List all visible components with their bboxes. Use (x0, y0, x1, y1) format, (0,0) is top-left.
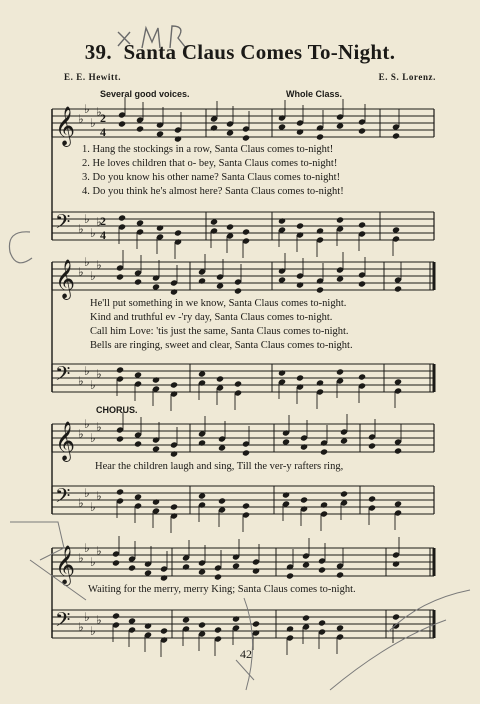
flat-sign-icon: ♭ (78, 427, 84, 441)
flat-sign-icon: ♭ (78, 222, 84, 236)
verse-line: 1. Hang the stockings in a row, Santa Claus comes to-night! (82, 144, 334, 155)
flat-sign-icon: ♭ (90, 431, 96, 445)
verse-block-2 (90, 297, 353, 353)
flat-sign-icon: ♭ (90, 116, 96, 130)
treble-clef-icon: 𝄞 (55, 106, 76, 146)
flat-sign-icon: ♭ (90, 226, 96, 240)
flat-sign-icon: ♭ (96, 613, 102, 627)
flat-sign-icon: ♭ (84, 364, 90, 378)
flat-sign-icon: ♭ (84, 610, 90, 624)
flat-sign-icon: ♭ (96, 105, 102, 119)
flat-sign-icon: ♭ (90, 378, 96, 392)
flat-sign-icon: ♭ (96, 544, 102, 558)
flat-sign-icon: ♭ (90, 500, 96, 514)
flat-sign-icon: ♭ (90, 269, 96, 283)
flat-sign-icon: ♭ (96, 215, 102, 229)
flat-sign-icon: ♭ (78, 496, 84, 510)
flat-sign-icon: ♭ (78, 112, 84, 126)
verse-line: He'll put something in we know, Santa Claus comes to-night. (90, 298, 347, 309)
verse-line: Bells are ringing, sweet and clear, Santa Claus comes to-night. (90, 340, 353, 351)
hymn-title (0, 40, 480, 65)
flat-sign-icon: ♭ (78, 374, 84, 388)
direction-whole-class: Whole Class. (286, 89, 343, 99)
bass-clef-icon: 𝄢 (55, 608, 71, 636)
composer-credit: E. S. Lorenz. (378, 72, 436, 82)
direction-several-voices: Several good voices. (100, 89, 190, 99)
flat-sign-icon: ♭ (78, 551, 84, 565)
flat-sign-icon: ♭ (96, 367, 102, 381)
treble-clef-icon: 𝄞 (55, 545, 76, 585)
verse-line: 3. Do you know his other name? Santa Claus comes to-night! (82, 172, 341, 183)
flat-sign-icon: ♭ (78, 265, 84, 279)
chorus-line-1: Hear the children laugh and sing, Till the ver-y rafters ring, (95, 461, 344, 472)
flat-sign-icon: ♭ (84, 102, 90, 116)
verse-line: Kind and truthful ev -'ry day, Santa Claus comes to-night. (90, 312, 333, 323)
flat-sign-icon: ♭ (90, 555, 96, 569)
verse-line: Call him Love: 'tis just the same, Santa Claus comes to-night. (90, 326, 349, 337)
hymn-title-text: Santa Claus Comes To-Night. (123, 40, 396, 64)
verse-block-1 (82, 143, 344, 199)
page-number: 42 (240, 647, 252, 661)
bass-clef-icon: 𝄢 (55, 484, 71, 512)
chorus-label: CHORUS. (96, 405, 138, 415)
lyricist-credit: E. E. Hewitt. (64, 72, 122, 82)
flat-sign-icon: ♭ (90, 624, 96, 638)
time-signature: 4 (100, 125, 106, 139)
flat-sign-icon: ♭ (84, 541, 90, 555)
flat-sign-icon: ♭ (96, 489, 102, 503)
bass-clef-icon: 𝄢 (55, 210, 71, 238)
flat-sign-icon: ♭ (84, 417, 90, 431)
verse-line: 2. He loves children that o- bey, Santa Claus comes to-night! (82, 158, 338, 169)
flat-sign-icon: ♭ (84, 212, 90, 226)
chorus-line-2: Waiting for the merry, merry King; Santa Claus comes to-night. (88, 584, 356, 595)
treble-clef-icon: 𝄞 (55, 259, 76, 299)
time-signature: 4 (100, 228, 106, 242)
bass-clef-icon: 𝄢 (55, 362, 71, 390)
flat-sign-icon: ♭ (96, 420, 102, 434)
time-signature: 2 (100, 111, 106, 125)
flat-sign-icon: ♭ (84, 255, 90, 269)
verse-line: 4. Do you think he's almost here? Santa Claus comes to-night! (82, 186, 344, 197)
flat-sign-icon: ♭ (78, 620, 84, 634)
flat-sign-icon: ♭ (96, 258, 102, 272)
hymn-number: 39. (84, 40, 112, 64)
flat-sign-icon: ♭ (84, 486, 90, 500)
time-signature: 2 (100, 214, 106, 228)
treble-clef-icon: 𝄞 (55, 421, 76, 461)
